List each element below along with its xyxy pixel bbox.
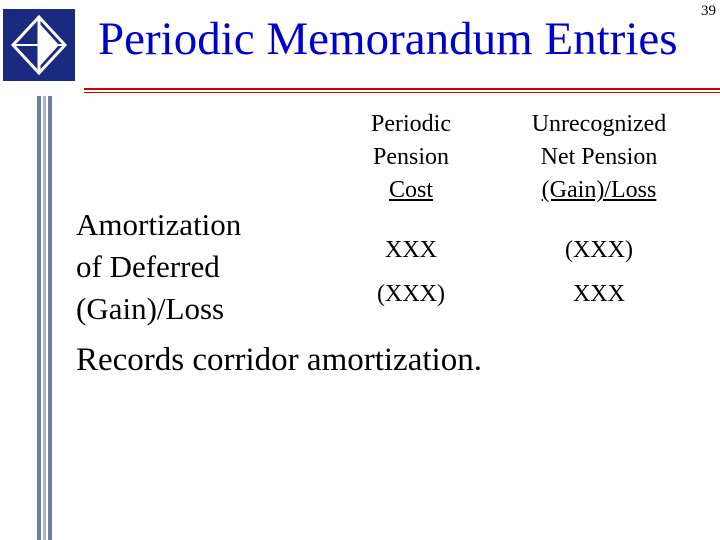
credit-value: XXX	[573, 281, 625, 307]
credit-value: (XXX)	[377, 281, 445, 307]
book-logo-icon	[3, 9, 75, 81]
column-header-line: Net Pension	[540, 144, 658, 170]
column-header-line: Unrecognized	[531, 111, 667, 137]
periodic-pension-cost-values	[350, 228, 472, 316]
column-header-line: Cost	[388, 177, 433, 203]
debit-value: XXX	[385, 237, 437, 263]
entry-label-line: Amortization	[76, 207, 242, 242]
entry-label	[76, 204, 241, 330]
entry-label-line: of Deferred	[76, 249, 220, 284]
page-number: 39	[701, 3, 716, 19]
column-header-line: (Gain)/Loss	[541, 177, 657, 203]
entry-label-line: (Gain)/Loss	[76, 291, 225, 326]
column-header-unrecognized-net-pension	[505, 108, 693, 207]
slide-title: Periodic Memorandum Entries	[98, 13, 678, 65]
unrecognized-gain-loss-values	[505, 228, 693, 316]
footnote: Records corridor amortization.	[76, 342, 482, 378]
title-rule-bottom	[84, 92, 720, 93]
side-bar-left	[37, 96, 41, 540]
side-bar-right	[48, 96, 52, 540]
debit-value: (XXX)	[565, 237, 633, 263]
title-rule-top	[84, 88, 720, 90]
column-header-line: Periodic	[371, 111, 451, 137]
side-bar-middle	[43, 96, 46, 540]
column-header-line: Pension	[372, 144, 449, 170]
column-header-periodic-pension-cost	[350, 108, 472, 207]
